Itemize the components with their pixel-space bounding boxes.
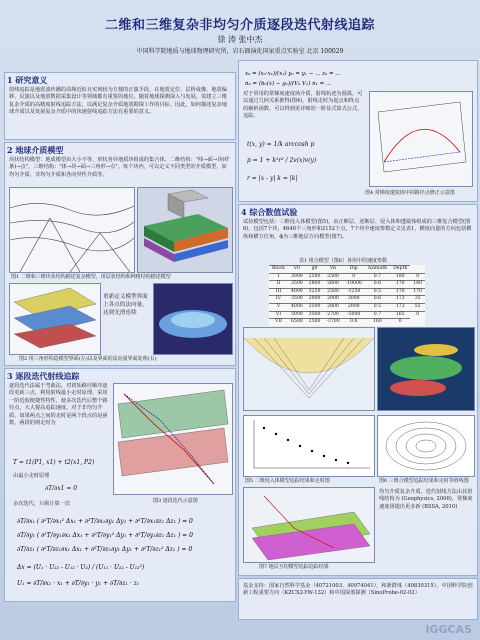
figure-2-note: 重新定义模型界面上各点的法向量，达到光滑连续	[103, 294, 148, 316]
table-cell: 2500	[306, 319, 324, 326]
table-cell: -1250	[343, 288, 365, 296]
figure-1-caption: 图1 二维和三维块状结构描述复杂模型，用层状结构和网格结构描述模型	[11, 274, 171, 280]
table-cell: 180	[390, 273, 410, 281]
figure-6-caption: 图6 三维合模型追踪结果和走时等值线图	[379, 478, 469, 484]
table-header-cell: V0	[288, 266, 306, 274]
figure-gradient-correction	[369, 91, 473, 187]
interface-drawing	[10, 284, 100, 354]
interface-normal-drawing	[154, 284, 232, 354]
figure-contour-plot	[377, 415, 475, 477]
table-cell: 3500	[306, 311, 324, 319]
table-cell: 4000	[288, 303, 306, 311]
equation-system-block	[11, 511, 229, 597]
intrusion-drawing	[244, 328, 374, 410]
svg-text:n₀ = (b₀(x) − g₁)/(V₀ V₁) n₁: n₀ = (b₀(x) − g₁)/(V₀ V₁) n₁ = ...	[245, 81, 332, 87]
table-cell: 4000	[288, 288, 306, 296]
figure-5-caption: 图5 二维侵入体模型追踪结果和走时图	[245, 478, 330, 484]
table-row	[269, 281, 425, 289]
equation-arc-time: t(x, y) = 1/k arccosh p	[247, 141, 315, 148]
table-cell: IV	[269, 296, 288, 304]
authors: 徐 涛 张中杰	[217, 35, 263, 44]
table-cell: 0.6	[365, 281, 390, 289]
table-cell: 160	[410, 281, 425, 289]
table-cell: 35	[410, 296, 425, 304]
table-cell: 165	[390, 311, 410, 319]
table-header-cell: Block	[269, 266, 288, 274]
table-cell: III	[269, 288, 288, 296]
figure-2-caption: 图2 用三角形构造模型界面(左)以及界面的法向量界面处理(右)	[19, 356, 157, 362]
table-cell: 2700	[323, 311, 342, 319]
table-cell: 0.5	[365, 288, 390, 296]
figure-iteration-schematic	[113, 383, 233, 495]
equation-note: 由最小走时原理	[13, 473, 50, 479]
table-cell: VI	[269, 311, 288, 319]
figure-7-caption: 图7 地层互切模型追踪追踪结果	[259, 564, 329, 570]
section-iterative-ray-tracing	[4, 368, 236, 602]
table-row	[269, 288, 425, 296]
table-cell: 173	[390, 296, 410, 304]
table-cell: 0.7	[365, 311, 390, 319]
table-cell: 3500	[288, 296, 306, 304]
figure-layer-intersect-model	[243, 487, 375, 563]
table-row	[269, 311, 425, 319]
table-header-row	[269, 266, 425, 274]
table-cell: 0.7	[365, 273, 390, 281]
figure-composite-model	[377, 327, 475, 411]
section-body: 射线追踪是地震波传播的高频近似且实现较为方便的正演手段，在地震定位、层析成像、地震偏移、反演以及地震数据采集设计等领域都有重要的地位。随着地球探测深入与发展，需建立三维复杂介质的高精度射线追踪方法，以满足复杂介质地震勘探工作的目标。因此，如何描述复杂地球介质以及发展复杂介质中的快速射线追踪方法有重要的意义。	[9, 87, 227, 116]
traveltime-scatter	[244, 416, 374, 476]
table-cell: 2500	[306, 273, 324, 281]
block-model-2d-drawing	[10, 188, 134, 272]
table-cell: 173	[390, 303, 410, 311]
figure-intrusion-model	[243, 327, 375, 411]
table-row	[269, 273, 425, 281]
table-row	[269, 319, 425, 326]
layer-drawing	[244, 488, 374, 562]
table-cell: 2500	[323, 273, 342, 281]
table-cell: 0.6	[365, 296, 390, 304]
velocity-table	[269, 265, 425, 326]
iggcas-watermark: IGGCAS	[425, 623, 472, 636]
table-header-cell: Depth	[390, 266, 410, 274]
table-cell: 2800	[306, 281, 324, 289]
table-cell: 3500	[288, 281, 306, 289]
direction-formulae	[243, 65, 473, 89]
table-cell: VII	[269, 319, 288, 326]
table-cell: 160	[365, 319, 390, 326]
section-body: 逐段迭代法属于弯曲法，对初始路径顺序逐段更新三点，利用射线最小走时原理，采用一阶近似便捷性特性，使多次迭代后整个路径点，大大提高追踪速度。对于非均匀介质，如果两点之间的走时是两个段点的是函数，两段的则走时为	[9, 383, 108, 427]
figure-2d-block-model	[9, 187, 135, 273]
contour-drawing	[378, 416, 474, 476]
table-row	[269, 303, 425, 311]
table-header-cell: Azimuth	[365, 266, 390, 274]
conclusion-text: 均匀介质复杂介质，迭代射线方法由其射线结构为 (Geophysics, 2006)，常梯度速度场提出更多新 (BSSA, 2010)	[379, 489, 473, 510]
funding-text: 基金支持：国家自然科学基金（40721003、40974041），和新群体（40830315），中国科学院创新工程重要方向（KZCX2-YW-132）和中国深部探测（SinoProbe-02-02）	[243, 583, 473, 597]
section-significance	[4, 72, 236, 140]
table-cell: 170	[390, 281, 410, 289]
table-cell: 5000	[288, 311, 306, 319]
table-cell: 6500	[288, 319, 306, 326]
table-cell: 2600	[323, 281, 342, 289]
funding-box	[238, 578, 478, 620]
table-cell: 3000	[306, 296, 324, 304]
equation-derivative: ∂T/∂x1 = 0	[45, 485, 78, 492]
svg-text:∂T/∂y₁ ( ∂²T/∂y₁∂x₁ Δx₁ + ∂²T/: ∂T/∂y₁ ( ∂²T/∂y₁∂x₁ Δx₁ + ∂²T/∂y₁² Δy₁ + ∂²T/∂y₁∂z₁ Δz₁ ) = 0	[17, 532, 193, 539]
block-model-3d-drawing	[138, 188, 232, 272]
table-row	[269, 296, 425, 304]
table-cell: 0	[390, 319, 410, 326]
table-cell: 55	[410, 303, 425, 311]
table-cell: I	[269, 273, 288, 281]
table-cell: 3250	[306, 288, 324, 296]
figure-3-caption: 图3 逐段迭代示意图	[153, 498, 198, 504]
svg-text:Δx = (U₁ · U₂₂ - U₁₂ · U₂) / (: Δx = (U₁ · U₂₂ - U₁₂ · U₂) / (U₁₁ · U₂₂ - U₁₂²)	[17, 564, 145, 571]
section-heading: 1 研究意义	[7, 75, 48, 85]
table-cell: 0.5	[365, 303, 390, 311]
table-cell: 2000	[343, 303, 365, 311]
svg-text:∂T/∂z₁ ( ∂²T/∂z₁∂x₁ Δx₁ + ∂²T/: ∂T/∂z₁ ( ∂²T/∂z₁∂x₁ Δx₁ + ∂²T/∂z₁∂y₁ Δy₁ + ∂²T/∂z₁² Δz₁ ) = 0	[17, 546, 193, 553]
figure-4-caption: 图4 常梯度速度场中同路径点修正示意图	[365, 190, 455, 196]
table-cell: -3700	[323, 319, 342, 326]
table-cell: V	[269, 303, 288, 311]
table-cell: 2500	[323, 288, 342, 296]
table-cell: 2800	[323, 303, 342, 311]
equation-r: r = |x - y| k = |k|	[247, 175, 298, 182]
equation-traveltime: T = t1(P1, x1) + t2(x1, P2)	[13, 459, 95, 466]
gradient-drawing	[370, 92, 472, 186]
section-earth-model	[4, 142, 236, 366]
iteration-drawing	[114, 384, 232, 494]
svg-text:x₀ = (x₀·x₁)/(x₁) y₀ = y₁ −: x₀ = (x₀·x₁)/(x₁) y₀ = y₁ − ... z₀ = ...	[245, 71, 341, 77]
table-cell: 0	[410, 273, 425, 281]
section-gradient-analytic	[238, 60, 478, 202]
section-numerical-tests	[238, 204, 478, 576]
figure-triangulated-interface	[9, 283, 101, 355]
section-heading: 4 综合数值试验	[241, 207, 298, 217]
svg-text:U₁ = ∂T/∂x₁ · x₁ + ∂T/∂y₁ · y₁: U₁ = ∂T/∂x₁ · x₁ + ∂T/∂y₁ · y₁ + ∂T/∂z₁ · z₁	[17, 580, 140, 587]
table-header-cell: Dip	[343, 266, 365, 274]
table-caption: 表1 组合模型（图6）各块中的速度参数	[299, 258, 387, 264]
table-cell: 3000	[288, 273, 306, 281]
section-body: 块状结构模型：地质模型由大小不等、形状各异地质块组成的集合体。二维结构："线→面→块(纤条)→点"，三维结构："体→块→面→三角形→点"。每个块内，可以定义不同类型的介质模型，如均匀介质、非均匀介质和各向异性介质等。	[9, 157, 230, 178]
figure-3d-block-model	[137, 187, 233, 273]
table-cell: 170	[390, 288, 410, 296]
table-cell: 170	[410, 288, 425, 296]
table-cell: 3500	[306, 303, 324, 311]
affiliation: 中国科学院地质与地球物理研究所，岩石圈演化国家重点实验室 北京 100029	[136, 48, 344, 55]
table-cell: -5000	[343, 311, 365, 319]
table-header-cell: g0	[306, 266, 324, 274]
section-body: 对于常用的常梯度速度场介质，射线轨迹为圆弧，可以通过几何关系推得(图4)，射线走时为起点和终点的解析函数，可以得到更详细的一阶显式算式公式，追踪。	[243, 91, 363, 120]
section-body: 试验模型包括：三维侵入体模型(图5)，由正断层、逆断层、侵入体和透镜体组成的三维复合模型(图6)，包括7个块，4640个三角形和2152个点，7个块中速度参数定义见表1，横度向量的方向包括横纵和横方位角，ϕ为三维地层方向模型(图7)。	[243, 219, 472, 240]
table-cell: -10000	[343, 281, 365, 289]
poster-title: 二维和三维复杂非均匀介质逐段迭代射线追踪	[104, 18, 375, 33]
table-cell: 0	[343, 273, 365, 281]
svg-text:∂T/∂x₁ ( ∂²T/∂x₁² Δx₁ + ∂²T/∂x: ∂T/∂x₁ ( ∂²T/∂x₁² Δx₁ + ∂²T/∂x₁∂y₁ Δy₁ + ∂²T/∂x₁∂z₁ Δz₁ ) = 0	[17, 518, 193, 525]
table-cell: 0	[410, 311, 425, 319]
figure-traveltime-plot	[243, 415, 375, 477]
table-header-cell: Vb	[323, 266, 342, 274]
section-heading: 2 地球介质模型	[7, 145, 64, 155]
figure-interface-normal	[153, 283, 233, 355]
equation-p: p = 1 + k²r² / 2v(x)v(y)	[247, 157, 317, 164]
composite-drawing	[378, 328, 474, 410]
table-cell: II	[269, 281, 288, 289]
table-cell: 2000	[323, 296, 342, 304]
equation-note-2: 多次迭代，只须计算一次	[13, 501, 71, 507]
section-heading: 3 逐段迭代射线追踪	[7, 371, 80, 381]
table-cell: 0.8	[343, 319, 365, 326]
table-cell: 3000	[343, 296, 365, 304]
